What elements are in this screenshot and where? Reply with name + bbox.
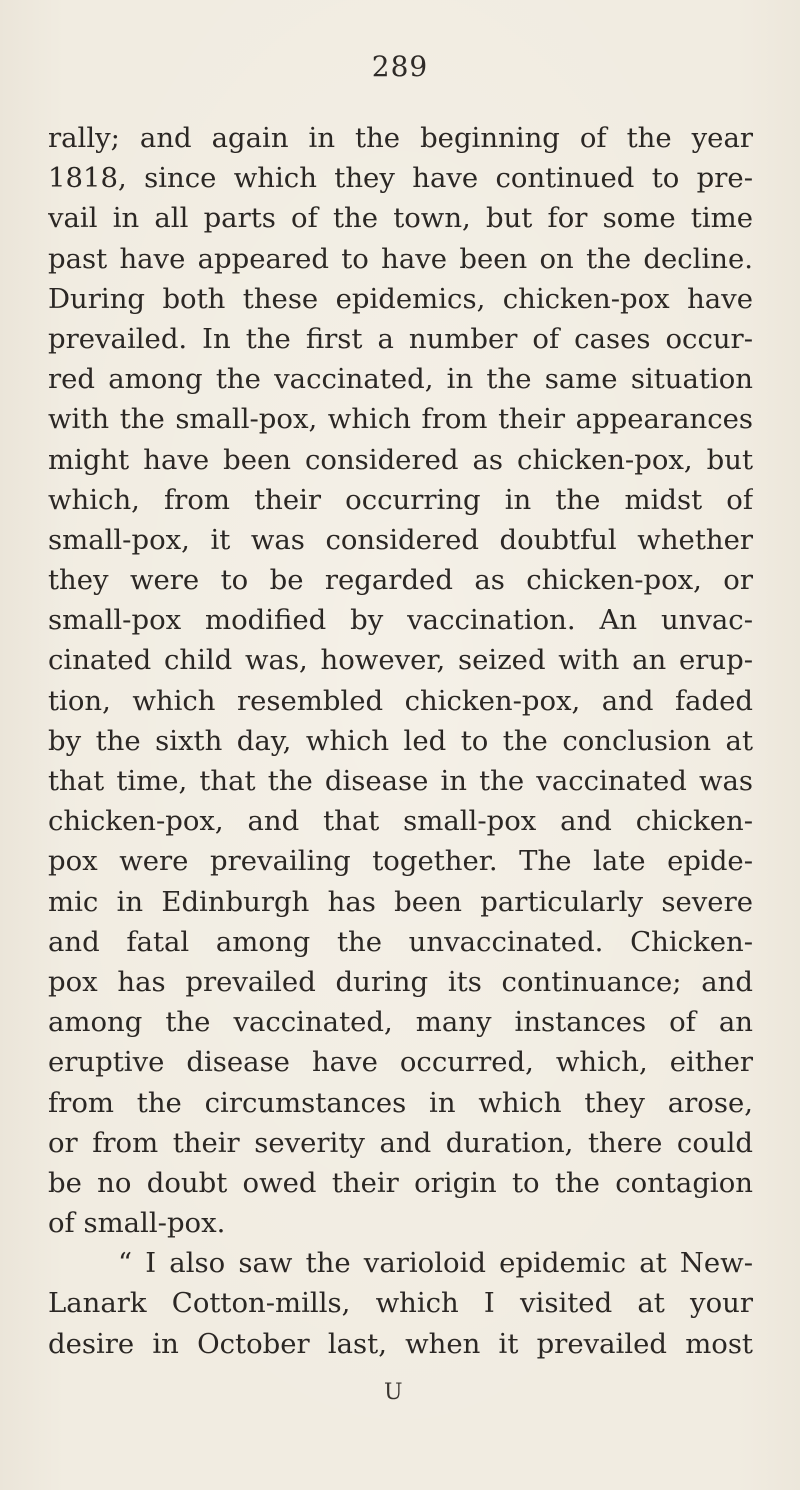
text-line: rally; and again in the beginning of the year [48,122,753,154]
text-line: mic in Edinburgh has been particularly severe [48,885,753,918]
text-line: among the vaccinated, many instances of an [48,1006,753,1039]
text-line: from the circumstances in which they arose, [48,1086,753,1119]
text-line: that time, that the disease in the vaccinated was [48,765,753,797]
text-line: cinated child was, however, seized with an erup- [48,644,753,677]
text-line: eruptive disease have occurred, which, either [48,1046,753,1079]
text-line: prevailed. In the first a number of cases occur- [48,322,753,355]
text-line: with the small-pox, which from their appearances [48,403,753,436]
text-line: or from their severity and duration, there could [48,1126,753,1159]
text-line: desire in October last, when it prevailed most [48,1327,753,1360]
text-line: past have appeared to have been on the decline. [48,242,753,275]
text-line: by the sixth day, which led to the conclusion at [48,724,753,757]
body-text [48,118,753,1364]
quote-start-line: “ I also saw the varioloid epidemic at New- [118,1247,753,1280]
text-line: they were to be regarded as chicken-pox, or [48,564,753,597]
page-number: 289 [371,50,429,83]
text-line: and fatal among the unvaccinated. Chicken- [48,925,753,958]
text-line: pox were prevailing together. The late epide- [48,845,753,878]
text-line: might have been considered as chicken-pox, but [48,443,753,476]
text-line: red among the vaccinated, in the same situation [48,363,753,396]
text-line: During both these epidemics, chicken-pox have [48,282,753,315]
text-line: pox has prevailed during its continuance; and [48,965,753,998]
text-line: small-pox, it was considered doubtful whether [48,523,753,556]
text-line: 1818, since which they have continued to pre- [48,162,753,195]
text-line: chicken-pox, and that small-pox and chicken- [48,805,753,838]
text-line: be no doubt owed their origin to the contagion [48,1166,753,1199]
text-line: small-pox modified by vaccination. An unvac- [48,604,753,637]
text-line: Lanark Cotton-mills, which I visited at your [48,1287,753,1320]
text-line: tion, which resembled chicken-pox, and faded [48,684,753,717]
text-line: vail in all parts of the town, but for some time [48,202,753,235]
signature-mark: U [384,1380,403,1405]
text-line: which, from their occurring in the midst of [48,483,753,516]
paragraph-end-line: of small-pox. [48,1207,226,1240]
